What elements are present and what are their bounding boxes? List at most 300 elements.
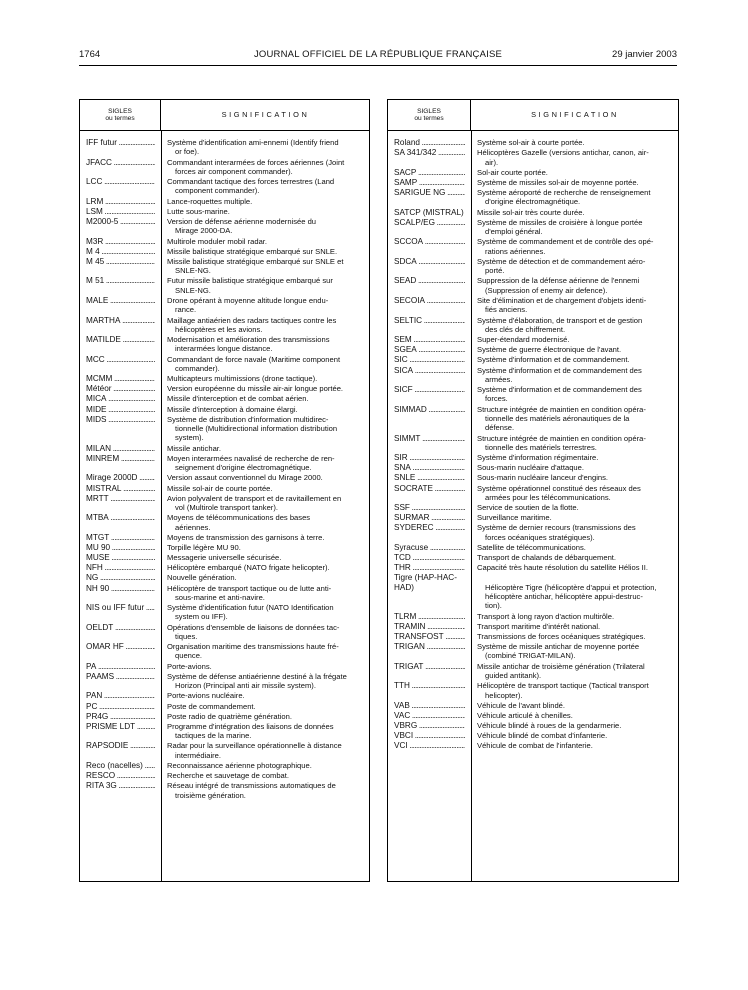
term: SATCP (MISTRAL) ..... <box>394 208 465 217</box>
glossary-row <box>80 494 369 513</box>
definition-line: Radar pour la surveillance opérationnelle à distance <box>167 741 342 751</box>
definition <box>477 434 672 453</box>
definition-line: Véhicule blindé de combat d'infanterie. <box>477 731 608 741</box>
glossary-row <box>80 197 369 206</box>
definition-line: Site d'élimination et de chargement d'objets identi- <box>477 295 647 305</box>
definition-line: Transmissions de forces océaniques stratégiques. <box>477 632 646 641</box>
term: SOCRATE ..... <box>394 484 465 493</box>
term: SGEA ..... <box>394 345 465 354</box>
glossary-row <box>80 543 369 552</box>
term: MCMM ..... <box>86 374 155 383</box>
definition-line: troisième génération. <box>175 790 246 800</box>
term: SNA ..... <box>394 463 465 472</box>
definition <box>477 188 672 207</box>
glossary-row <box>388 463 678 472</box>
term: SARIGUE NG ..... <box>394 188 465 197</box>
definition-line: Moyen interarmées navalisé de recherche de ren- <box>167 453 335 463</box>
definition-line <box>477 573 672 582</box>
term: NG ..... <box>86 573 155 582</box>
definition-line: Hélicoptère de transport tactique (Tactical transport <box>477 681 649 691</box>
definition-line: Système d'identification ami-ennemi (Identify friend <box>167 138 339 147</box>
glossary-row <box>80 662 369 671</box>
term: PAAMS ..... <box>86 672 155 681</box>
definition-line: Modernisation et amélioration des transmissions <box>167 335 330 344</box>
definition-line: system ou IFF). <box>175 612 228 622</box>
definition-line: tionnelle des matériels aéronautiques de la <box>485 413 630 423</box>
glossary-row <box>388 434 678 453</box>
term: IFF futur ..... <box>86 138 155 147</box>
definition <box>477 237 672 256</box>
journal-title: JOURNAL OFFICIEL DE LA RÉPUBLIQUE FRANÇAISE <box>253 49 503 60</box>
term: SA 341/342 ..... <box>394 148 465 157</box>
page-header <box>79 49 677 63</box>
term: OELDT ..... <box>86 623 155 632</box>
definition <box>167 623 363 642</box>
definition-line: Transport maritime d'intérêt national. <box>477 621 601 631</box>
term: LSM ..... <box>86 207 155 216</box>
term: Roland ..... <box>394 138 465 147</box>
sigles-header-line2: ou termes <box>105 115 135 122</box>
definition-line: tion). <box>485 601 502 611</box>
definition <box>477 178 672 187</box>
glossary-row <box>80 781 369 800</box>
definition-line: tiques. <box>175 631 198 641</box>
term: NFH ..... <box>86 563 155 572</box>
definition-line: Service de soutien de la flotte. <box>477 503 579 513</box>
term: MUSE ..... <box>86 553 155 562</box>
glossary-row <box>388 642 678 661</box>
glossary-row <box>80 355 369 374</box>
glossary-row <box>388 316 678 335</box>
definition-line: forces océaniques stratégiques). <box>485 532 595 542</box>
glossary-row <box>80 712 369 721</box>
definition-line: Système d'information et de commandement des <box>477 365 642 375</box>
term: SIR ..... <box>394 453 465 462</box>
definition <box>477 316 672 335</box>
term: MIDS ..... <box>86 415 155 424</box>
definition-line: Transport de chalands de débarquement. <box>477 553 617 562</box>
definition-line: Commandant interarmées de forces aériennes (Joint <box>167 157 345 167</box>
definition-line: Version européenne du missile air-air longue portée. <box>167 384 344 394</box>
term: PC ..... <box>86 702 155 711</box>
definition <box>477 138 672 147</box>
definition <box>167 394 363 403</box>
definition-line: Missile balistique stratégique embarqué sur SNLE. <box>167 246 338 256</box>
definition-line: Super-étendard modernisé. <box>477 335 570 344</box>
definition-line: Avion polyvalent de transport et de ravitaillement en <box>167 493 342 503</box>
glossary-row <box>80 257 369 276</box>
definition-line: sous-marine et anti-navire. <box>175 592 265 602</box>
definition-line: intermédiaire. <box>175 750 222 760</box>
definition-line: Missile balistique stratégique embarqué sur SNLE et <box>167 256 344 266</box>
definition <box>167 691 363 700</box>
definition-line: Missile d'interception à domaine élargi. <box>167 404 298 414</box>
term: OMAR HF ..... <box>86 642 155 651</box>
term: JFACC ..... <box>86 158 155 167</box>
page-number: 1764 <box>79 49 101 60</box>
term: RESCO ..... <box>86 771 155 780</box>
term: MTBA ..... <box>86 513 155 522</box>
glossary-row <box>80 405 369 414</box>
definition <box>477 453 672 462</box>
term: VBRG ..... <box>394 721 465 730</box>
glossary-row <box>388 237 678 256</box>
term: MATILDE ..... <box>86 335 155 344</box>
glossary-row <box>388 632 678 641</box>
term: TRIGAT ..... <box>394 662 465 671</box>
definition <box>167 444 363 453</box>
term: VAC ..... <box>394 711 465 720</box>
glossary-row <box>388 385 678 404</box>
glossary-row <box>388 138 678 147</box>
definition <box>477 513 672 522</box>
glossary-row <box>388 178 678 187</box>
glossary-row <box>388 731 678 740</box>
definition <box>477 484 672 503</box>
table-header <box>388 100 678 131</box>
definition-line: Réseau intégré de transmissions automatiques de <box>167 781 336 791</box>
definition-line: Missile antichar. <box>167 443 222 453</box>
term: M2000-5 ..... <box>86 217 155 226</box>
glossary-row <box>80 584 369 603</box>
glossary-row <box>388 721 678 730</box>
definition <box>477 721 672 730</box>
term: MTGT ..... <box>86 533 155 542</box>
signification-header: SIGNIFICATION <box>531 110 619 119</box>
definition-line: Mirage 2000-DA. <box>175 226 233 236</box>
glossary-row <box>80 158 369 177</box>
term: MALE ..... <box>86 296 155 305</box>
definition <box>477 622 672 631</box>
definition-line: Poste de commandement. <box>167 701 256 711</box>
term: MIDE ..... <box>86 405 155 414</box>
definition <box>167 553 363 562</box>
definition <box>477 662 672 681</box>
definition-line: armées. <box>485 374 513 384</box>
definition <box>167 405 363 414</box>
definition-line: Système de défense antiaérienne destiné à la frégate <box>167 671 347 681</box>
definition-line: commander). <box>175 363 220 373</box>
definition-line: Hélicoptère embarqué (NATO frigate helicopter). <box>167 563 330 573</box>
definition-line: Système de détection et de commandement aéro- <box>477 256 646 266</box>
term: Mirage 2000D ..... <box>86 473 155 482</box>
sigles-header <box>80 100 161 130</box>
definition <box>477 612 672 621</box>
sigles-header-line1: SIGLES <box>417 108 441 115</box>
glossary-row <box>80 247 369 256</box>
definition-line: Véhicule de combat de l'infanterie. <box>477 741 593 751</box>
term: MILAN ..... <box>86 444 155 453</box>
definition <box>167 543 363 552</box>
definition-line: Moyens de télécommunications des bases <box>167 513 311 523</box>
term: TTH ..... <box>394 681 465 690</box>
definition-line: tionnelle des matériels terrestres. <box>485 442 597 452</box>
definition <box>477 473 672 482</box>
glossary-row <box>388 484 678 503</box>
definition-line: d'origine électromagnétique. <box>485 197 581 207</box>
definition-line: Torpille légère MU 90. <box>167 542 241 552</box>
glossary-row <box>388 701 678 710</box>
definition-line: Multicapteurs multimissions (drone tactique). <box>167 374 318 384</box>
term: MCC ..... <box>86 355 155 364</box>
issue-date: 29 janvier 2003 <box>612 49 677 60</box>
definition <box>477 741 672 750</box>
term: SIMMT ..... <box>394 434 465 443</box>
definition-line: Maillage antiaérien des radars tactiques contre les <box>167 315 337 325</box>
term: M 45 ..... <box>86 257 155 266</box>
definition <box>477 257 672 276</box>
term: M 51 ..... <box>86 276 155 285</box>
definition-line: Opérations d'ensemble de liaisons de données tac- <box>167 622 340 632</box>
sigles-header-line2: ou termes <box>414 115 444 122</box>
definition <box>477 642 672 661</box>
glossary-row <box>80 563 369 572</box>
glossary-row <box>80 533 369 542</box>
glossary-row <box>388 188 678 207</box>
term: SICA ..... <box>394 366 465 375</box>
definition-line: Poste radio de quatrième génération. <box>167 711 292 721</box>
glossary-row <box>388 563 678 572</box>
term: SICF ..... <box>394 385 465 394</box>
term: PAN ..... <box>86 691 155 700</box>
definition-line: Lutte sous-marine. <box>167 206 230 216</box>
definition-line: Hélicoptères Gazelle (versions antichar, canon, air- <box>477 148 649 158</box>
right-glossary-table <box>387 99 679 882</box>
definition <box>477 563 672 572</box>
definition-line: Système aéroporté de recherche de renseignement <box>477 188 651 197</box>
term: SCCOA ..... <box>394 237 465 246</box>
glossary-row <box>388 208 678 217</box>
term: RITA 3G ..... <box>86 781 155 790</box>
definition <box>167 642 363 661</box>
definition-line: Structure intégrée de maintien en condition opéra- <box>477 433 646 443</box>
glossary-row <box>388 296 678 315</box>
definition-line: Système de commandement et de contrôle des opé- <box>477 237 654 247</box>
glossary-row <box>388 148 678 167</box>
glossary-row <box>80 484 369 493</box>
definition <box>477 503 672 512</box>
term: MISTRAL ..... <box>86 484 155 493</box>
definition-line: Sous-marin nucléaire d'attaque. <box>477 463 584 473</box>
definition <box>167 533 363 542</box>
definition-line: Système d'information et de commandement. <box>477 355 630 365</box>
definition-line: rance. <box>175 305 197 315</box>
term: SURMAR ..... <box>394 513 465 522</box>
glossary-row <box>388 711 678 720</box>
term: PA ..... <box>86 662 155 671</box>
term: VBCI ..... <box>394 731 465 740</box>
definition <box>167 494 363 513</box>
glossary-row <box>388 612 678 621</box>
definition-line: Messagerie universelle sécurisée. <box>167 553 282 562</box>
definition-line: Capacité très haute résolution du satellite Hélios II. <box>477 563 648 573</box>
definition-line: hélicoptère antichar, hélicoptère appui-destruc- <box>485 592 643 602</box>
definition-line: Système de missiles sol-air de moyenne portée. <box>477 177 639 187</box>
definition <box>477 405 672 433</box>
definition-line: Système de guerre électronique de l'avant. <box>477 345 622 355</box>
definition-line: forces. <box>485 394 508 404</box>
glossary-row <box>388 523 678 542</box>
definition <box>477 366 672 385</box>
term: TCD ..... <box>394 553 465 562</box>
term: LRM ..... <box>86 197 155 206</box>
definition <box>167 257 363 276</box>
definition <box>477 573 672 611</box>
definition-line: Véhicule articulé à chenilles. <box>477 710 573 720</box>
definition <box>167 712 363 721</box>
definition-line: tionnelle (Multidirectional information distribution <box>175 424 338 434</box>
glossary-row <box>388 513 678 522</box>
definition-line: (combiné TRIGAT-MILAN). <box>485 651 576 661</box>
definition <box>167 276 363 295</box>
definition-line: Version de défense aérienne modernisée du <box>167 217 317 226</box>
glossary-row <box>80 374 369 383</box>
definition-line: Missile sol-air de courte portée. <box>167 483 273 493</box>
definition-line: Version assaut conventionnel du Mirage 2000. <box>167 473 323 483</box>
definition-line: Reconnaissance aérienne photographique. <box>167 760 312 770</box>
definition <box>477 168 672 177</box>
definition-line: porté. <box>485 266 505 276</box>
glossary-row <box>388 335 678 344</box>
definition <box>477 632 672 641</box>
term: SYDEREC ..... <box>394 523 465 532</box>
glossary-row <box>80 276 369 295</box>
definition-line: des clés de chiffrement. <box>485 324 566 334</box>
term: SECOIA ..... <box>394 296 465 305</box>
definition <box>167 722 363 741</box>
definition <box>167 454 363 473</box>
definition-line: Satellite de télécommunications. <box>477 542 586 552</box>
definition-line: Système d'identification futur (NATO Identification <box>167 603 334 612</box>
definition <box>167 563 363 572</box>
glossary-row <box>80 691 369 700</box>
glossary-row <box>388 276 678 295</box>
definition <box>167 177 363 196</box>
definition-line: Lance-roquettes multiple. <box>167 196 253 206</box>
sigles-header-line1: SIGLES <box>108 108 132 115</box>
definition <box>477 208 672 217</box>
definition <box>167 603 363 622</box>
definition <box>477 345 672 354</box>
glossary-row <box>80 672 369 691</box>
glossary-row <box>388 543 678 552</box>
definition-line: d'emploi général. <box>485 227 543 237</box>
term: PR4G ..... <box>86 712 155 721</box>
glossary-row <box>80 473 369 482</box>
definition-line: Horizon (Principal anti air missile system). <box>175 681 316 691</box>
term: SEM ..... <box>394 335 465 344</box>
definition-line: Commandant de force navale (Maritime component <box>167 354 341 364</box>
definition <box>167 761 363 770</box>
definition-line: Programme d'intégration des liaisons de données <box>167 721 334 731</box>
term: M 4 ..... <box>86 247 155 256</box>
definition <box>167 158 363 177</box>
term: MRTT ..... <box>86 494 155 503</box>
definition-line: Structure intégrée de maintien en condition opéra- <box>477 404 646 414</box>
definition-line: SNLE-NG. <box>175 266 211 276</box>
term: TRAMIN ..... <box>394 622 465 631</box>
term: VAB ..... <box>394 701 465 710</box>
definition <box>167 672 363 691</box>
definition <box>167 247 363 256</box>
term: SCALP/EG ..... <box>394 218 465 227</box>
glossary-row <box>80 553 369 562</box>
term: Tigre (HAP-HAC-HAD) <box>394 573 457 592</box>
glossary-row <box>388 453 678 462</box>
definition-line: tactiques de la marine. <box>175 731 252 741</box>
definition-line: hélicoptères et les avions. <box>175 324 263 334</box>
definition <box>167 237 363 246</box>
definition-line: Système de distribution d'information multidirec- <box>167 414 329 424</box>
glossary-row <box>80 642 369 661</box>
term: SACP ..... <box>394 168 465 177</box>
definition <box>167 335 363 354</box>
term: TRANSFOST ..... <box>394 632 465 641</box>
definition-line: Organisation maritime des transmissions haute fré- <box>167 642 339 652</box>
term: Météor ..... <box>86 384 155 393</box>
definition <box>167 584 363 603</box>
definition-line: Moyens de transmission des garnisons à terre. <box>167 532 325 542</box>
definition <box>167 374 363 383</box>
term: TLRM ..... <box>394 612 465 621</box>
term: MU 90 ..... <box>86 543 155 552</box>
definition <box>477 463 672 472</box>
definition-line: Véhicule de l'avant blindé. <box>477 700 565 710</box>
definition-line: Sous-marin nucléaire lanceur d'engins. <box>477 473 609 483</box>
definition-line: Système d'information et de commandement des <box>477 385 642 394</box>
definition-line: quence. <box>175 651 203 661</box>
table-header <box>80 100 369 131</box>
glossary-row <box>388 257 678 276</box>
glossary-row <box>80 415 369 443</box>
term: SEAD ..... <box>394 276 465 285</box>
term: TRIGAN ..... <box>394 642 465 651</box>
glossary-row <box>388 345 678 354</box>
definition <box>477 711 672 720</box>
definition <box>167 781 363 800</box>
definition <box>167 702 363 711</box>
term: LCC ..... <box>86 177 155 186</box>
definition-line: Multirole moduler mobil radar. <box>167 236 268 246</box>
glossary-row <box>388 405 678 433</box>
definition-line: Suppression de la défense aérienne de l'ennemi <box>477 276 640 286</box>
definition <box>477 701 672 710</box>
definition <box>477 553 672 562</box>
definition-line: Système de missiles de croisière à longue portée <box>477 217 643 227</box>
definition-line: aériennes. <box>175 522 211 532</box>
glossary-row <box>80 217 369 236</box>
definition-line: guided antitank). <box>485 671 542 681</box>
definition <box>477 355 672 364</box>
definition-line: system). <box>175 433 204 443</box>
glossary-row <box>80 177 369 196</box>
glossary-row <box>80 771 369 780</box>
definition-line: interarmées longue distance. <box>175 344 273 354</box>
definition-line: Système opérationnel constitué des réseaux des <box>477 483 641 493</box>
glossary-row <box>388 503 678 512</box>
definition-line: SNLE-NG. <box>175 285 211 295</box>
definition <box>477 148 672 167</box>
glossary-row <box>80 761 369 770</box>
term: SDCA ..... <box>394 257 465 266</box>
glossary-row <box>80 603 369 622</box>
definition-line: Système de dernier recours (transmissions des <box>477 523 636 533</box>
definition-line: seignement d'origine électromagnétique. <box>175 463 312 473</box>
definition <box>477 335 672 344</box>
glossary-row <box>80 573 369 582</box>
term: PRISME LDT ..... <box>86 722 155 731</box>
definition <box>477 681 672 700</box>
